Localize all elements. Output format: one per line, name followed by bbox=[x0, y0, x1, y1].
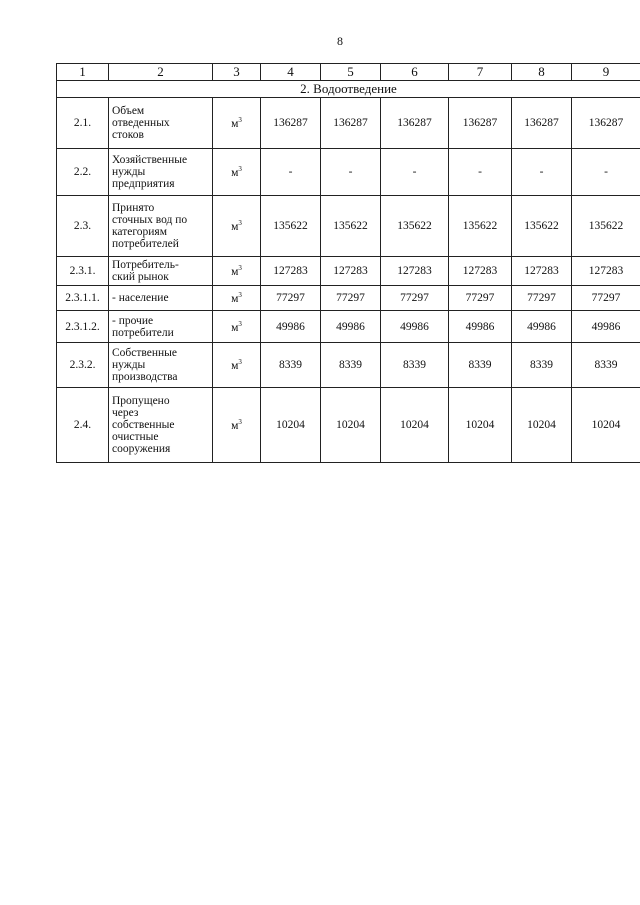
description-line: Собственные bbox=[112, 347, 178, 359]
unit-base: м bbox=[231, 419, 239, 432]
value-cell: 8339 bbox=[449, 343, 512, 388]
value-cell: 77297 bbox=[321, 286, 381, 311]
description-line: - прочие bbox=[112, 314, 154, 327]
header-cell: 4 bbox=[261, 64, 321, 81]
value-cell: 77297 bbox=[381, 286, 449, 311]
value-cell: 10204 bbox=[381, 388, 449, 463]
unit-base: м bbox=[231, 117, 239, 130]
unit-base: м bbox=[231, 321, 239, 334]
description-line: Потребитель- bbox=[112, 259, 179, 271]
header-cell: 2 bbox=[109, 64, 213, 81]
description-line: Объем bbox=[112, 105, 145, 117]
value-cell: 77297 bbox=[572, 286, 640, 311]
table-row bbox=[57, 388, 640, 463]
row-description bbox=[109, 311, 213, 343]
value-cell: 8339 bbox=[321, 343, 381, 388]
value-cell: 127283 bbox=[381, 257, 449, 286]
value-cell: 127283 bbox=[449, 257, 512, 286]
unit-cell bbox=[213, 388, 261, 463]
row-description bbox=[109, 98, 213, 149]
value-cell: 49986 bbox=[261, 311, 321, 343]
row-number: 2.1. bbox=[57, 98, 109, 149]
description-line: Хозяйственные bbox=[112, 154, 188, 166]
value-cell: 8339 bbox=[261, 343, 321, 388]
description-line: нужды bbox=[112, 166, 146, 178]
unit-cell bbox=[213, 343, 261, 388]
unit-exponent: 3 bbox=[238, 358, 242, 367]
value-cell: 10204 bbox=[321, 388, 381, 463]
row-number: 2.4. bbox=[57, 388, 109, 463]
unit-cell bbox=[213, 196, 261, 257]
row-description bbox=[109, 196, 213, 257]
value-cell: 49986 bbox=[512, 311, 572, 343]
row-number: 2.3.2. bbox=[57, 343, 109, 388]
table-row bbox=[57, 286, 640, 311]
data-table bbox=[56, 63, 640, 463]
value-cell: 135622 bbox=[572, 196, 640, 257]
value-cell: 136287 bbox=[572, 98, 640, 149]
value-cell: 136287 bbox=[261, 98, 321, 149]
table-row bbox=[57, 311, 640, 343]
page-number: 8 bbox=[337, 34, 343, 48]
description-line: предприятия bbox=[112, 178, 175, 190]
unit-base: м bbox=[231, 265, 239, 278]
description-line: категориям bbox=[112, 226, 168, 238]
unit-base: м bbox=[231, 166, 239, 179]
row-description bbox=[109, 388, 213, 463]
value-cell: 77297 bbox=[512, 286, 572, 311]
value-cell: 135622 bbox=[261, 196, 321, 257]
value-cell: - bbox=[321, 149, 381, 196]
value-cell: 127283 bbox=[261, 257, 321, 286]
value-cell: 10204 bbox=[449, 388, 512, 463]
description-line: через bbox=[112, 407, 139, 419]
description-line: потребителей bbox=[112, 238, 179, 250]
header-cell: 9 bbox=[572, 64, 640, 81]
value-cell: 8339 bbox=[572, 343, 640, 388]
unit-base: м bbox=[231, 220, 239, 233]
section-row bbox=[57, 81, 640, 98]
row-description bbox=[109, 257, 213, 286]
section-title: 2. Водоотведение bbox=[57, 81, 640, 98]
value-cell: - bbox=[449, 149, 512, 196]
unit-exponent: 3 bbox=[238, 418, 242, 427]
unit-base: м bbox=[231, 292, 239, 305]
table-row bbox=[57, 98, 640, 149]
value-cell: 77297 bbox=[261, 286, 321, 311]
header-cell: 5 bbox=[321, 64, 381, 81]
unit-cell bbox=[213, 98, 261, 149]
value-cell: 136287 bbox=[449, 98, 512, 149]
unit-cell bbox=[213, 257, 261, 286]
value-cell: 8339 bbox=[512, 343, 572, 388]
table-row bbox=[57, 257, 640, 286]
header-cell: 7 bbox=[449, 64, 512, 81]
description-line: собственные bbox=[112, 419, 175, 431]
value-cell: - bbox=[512, 149, 572, 196]
description-line: - население bbox=[112, 292, 169, 304]
description-line: отведенных bbox=[112, 117, 170, 129]
header-cell: 8 bbox=[512, 64, 572, 81]
row-number: 2.3. bbox=[57, 196, 109, 257]
unit-exponent: 3 bbox=[238, 165, 242, 174]
row-number: 2.3.1.2. bbox=[57, 311, 109, 343]
header-row bbox=[57, 64, 640, 81]
table-row bbox=[57, 343, 640, 388]
table-row bbox=[57, 196, 640, 257]
value-cell: 77297 bbox=[449, 286, 512, 311]
row-number: 2.3.1. bbox=[57, 257, 109, 286]
header-cell: 3 bbox=[213, 64, 261, 81]
value-cell: 136287 bbox=[381, 98, 449, 149]
value-cell: 135622 bbox=[321, 196, 381, 257]
value-cell: 10204 bbox=[512, 388, 572, 463]
table-row bbox=[57, 149, 640, 196]
header-cell: 1 bbox=[57, 64, 109, 81]
unit-base: м bbox=[231, 359, 239, 372]
value-cell: 49986 bbox=[449, 311, 512, 343]
description-line: потребители bbox=[112, 326, 174, 339]
value-cell: 136287 bbox=[512, 98, 572, 149]
row-description bbox=[109, 149, 213, 196]
value-cell: 49986 bbox=[321, 311, 381, 343]
row-number: 2.3.1.1. bbox=[57, 286, 109, 311]
unit-cell bbox=[213, 286, 261, 311]
value-cell: 127283 bbox=[512, 257, 572, 286]
value-cell: 135622 bbox=[512, 196, 572, 257]
row-number: 2.2. bbox=[57, 149, 109, 196]
value-cell: 136287 bbox=[321, 98, 381, 149]
unit-exponent: 3 bbox=[238, 319, 242, 328]
unit-exponent: 3 bbox=[238, 264, 242, 273]
unit-cell bbox=[213, 311, 261, 343]
description-line: стоков bbox=[112, 129, 144, 141]
header-cell: 6 bbox=[381, 64, 449, 81]
unit-cell bbox=[213, 149, 261, 196]
row-description bbox=[109, 286, 213, 311]
description-line: нужды bbox=[112, 359, 146, 371]
value-cell: - bbox=[381, 149, 449, 196]
description-line: Принято bbox=[112, 202, 155, 214]
value-cell: - bbox=[572, 149, 640, 196]
description-line: сточных вод по bbox=[112, 214, 188, 226]
unit-exponent: 3 bbox=[238, 219, 242, 228]
value-cell: 135622 bbox=[449, 196, 512, 257]
value-cell: 49986 bbox=[381, 311, 449, 343]
value-cell: 10204 bbox=[261, 388, 321, 463]
value-cell: 49986 bbox=[572, 311, 640, 343]
value-cell: 8339 bbox=[381, 343, 449, 388]
unit-exponent: 3 bbox=[238, 291, 242, 300]
description-line: сооружения bbox=[112, 443, 171, 455]
row-description bbox=[109, 343, 213, 388]
value-cell: - bbox=[261, 149, 321, 196]
value-cell: 10204 bbox=[572, 388, 640, 463]
description-line: производства bbox=[112, 371, 178, 383]
description-line: Пропущено bbox=[112, 395, 170, 407]
value-cell: 127283 bbox=[321, 257, 381, 286]
value-cell: 127283 bbox=[572, 257, 640, 286]
value-cell: 135622 bbox=[381, 196, 449, 257]
description-line: ский рынок bbox=[112, 271, 169, 283]
unit-exponent: 3 bbox=[238, 116, 242, 125]
description-line: очистные bbox=[112, 431, 159, 443]
